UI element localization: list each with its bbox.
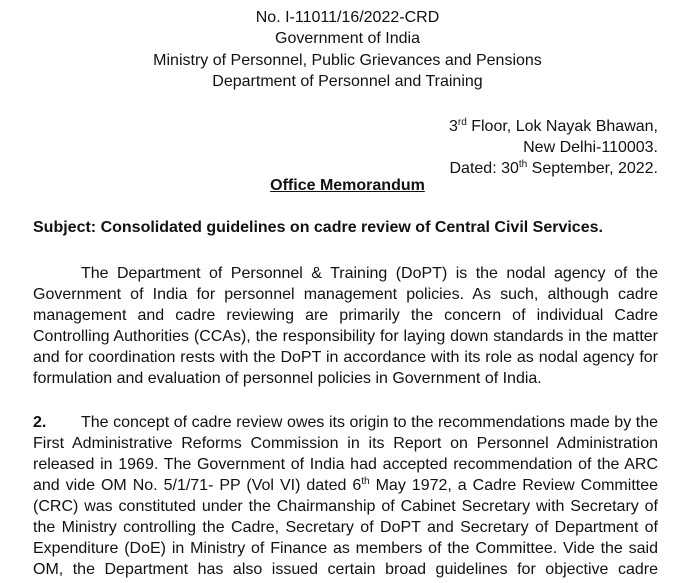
paragraph-1-line bbox=[33, 263, 658, 284]
paragraph-1-line: Controlling Authorities (CCAs), the responsibility for laying down standards in the matter bbox=[33, 328, 658, 345]
address-floor-suffix: rd bbox=[457, 117, 467, 128]
paragraph-2-line-text: May 1972, a Cadre Review Committee bbox=[369, 477, 659, 494]
paragraph-2-line: released in 1969. The Government of India had accepted recommendation of the ARC bbox=[33, 456, 658, 473]
government-name: Government of India bbox=[275, 30, 420, 47]
ministry-name: Ministry of Personnel, Public Grievances and Pensions bbox=[153, 52, 542, 69]
paragraph-2-line: the Ministry controlling the Cadre, Secretary of DoPT and Secretary of Department of bbox=[33, 519, 658, 536]
paragraph-2-line: Expenditure (DoE) in Ministry of Finance as members of the Committee. Vide the said bbox=[33, 540, 658, 557]
document-title: Office Memorandum bbox=[270, 177, 425, 194]
paragraph-1-line: and for coordination rests with the DoPT in accordance with its role as nodal agency for bbox=[33, 349, 658, 366]
paragraph-number: 2. bbox=[33, 414, 47, 431]
address-floor-text: Floor, Lok Nayak Bhawan, bbox=[466, 118, 658, 135]
memo-date-rest: September, 2022. bbox=[527, 160, 658, 177]
address-city: New Delhi-110003. bbox=[523, 139, 658, 156]
memo-date bbox=[450, 158, 659, 179]
paragraph-1-line-text: The Department of Personnel & Training (DoPT) is the nodal agency of the bbox=[81, 265, 658, 282]
file-number: No. I-11011/16/2022-CRD bbox=[255, 9, 440, 26]
address-floor bbox=[449, 116, 658, 137]
date-suffix: th bbox=[361, 476, 370, 487]
department-name: Department of Personnel and Training bbox=[212, 73, 483, 90]
address-floor-number: 3 bbox=[448, 118, 458, 135]
paragraph-2 bbox=[33, 412, 658, 580]
paragraph-1-line: Government of India for personnel management policies. As such, although cadre bbox=[33, 286, 658, 303]
paragraph-1 bbox=[33, 263, 658, 389]
paragraph-2-line bbox=[33, 412, 658, 433]
paragraph-2-line-text: The concept of cadre review owes its origin to the recommendations made by the bbox=[81, 414, 658, 431]
paragraph-2-line: (CRC) was constituted under the Chairmanship of Cabinet Secretary with Secretary of bbox=[33, 498, 658, 515]
paragraph-2-line: OM, the Department has also issued certain broad guidelines for objective cadre bbox=[33, 561, 658, 578]
subject-line: Subject: Consolidated guidelines on cadre review of Central Civil Services. bbox=[33, 219, 603, 236]
paragraph-1-line: formulation and evaluation of personnel policies in Government of India. bbox=[33, 370, 542, 387]
memo-date-prefix: Dated: 30 bbox=[449, 160, 519, 177]
paragraph-1-line: management and cadre reviewing are primarily the concern of individual Cadre bbox=[33, 307, 658, 324]
paragraph-2-line: First Administrative Reforms Commission in its Report on Personnel Administration bbox=[33, 435, 658, 452]
paragraph-2-line bbox=[33, 475, 658, 496]
memo-date-suffix: th bbox=[518, 159, 528, 170]
paragraph-2-line-text: and vide OM No. 5/1/71- PP (Vol VI) dated 6 bbox=[33, 477, 362, 494]
